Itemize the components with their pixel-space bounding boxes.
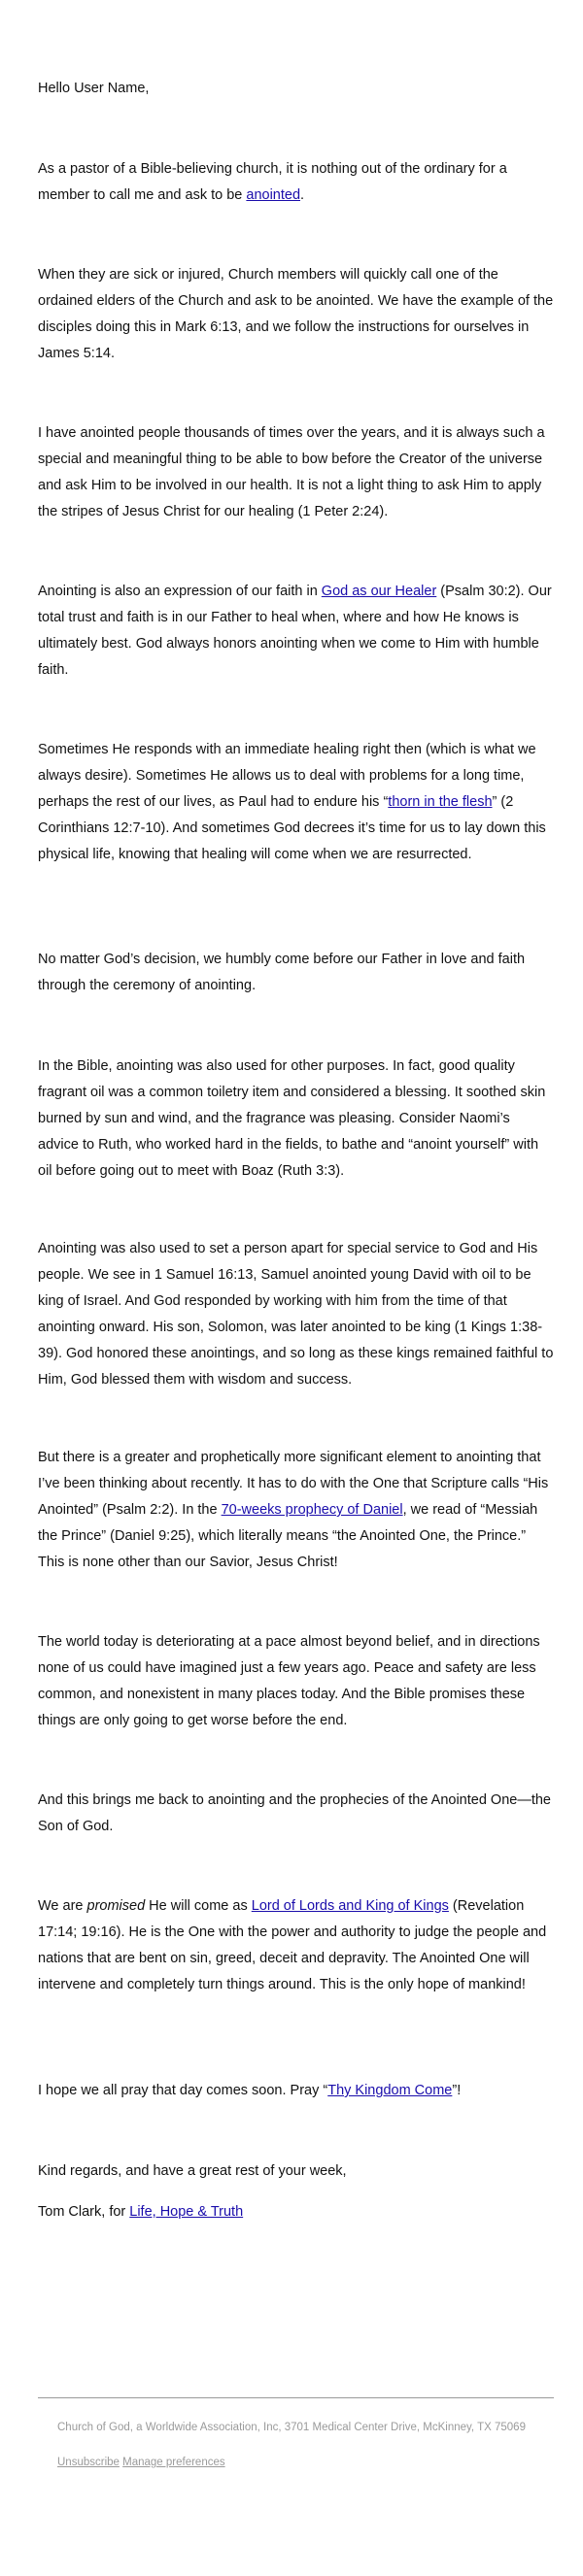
paragraph-4: [38, 579, 554, 684]
link-thy-kingdom-come[interactable]: Thy Kingdom Come: [327, 2083, 453, 2098]
text: (Revelation 17:14; 19:16). He is the One with the power and authority to judge the people and nations that are bent on sin, greed, deceit and depravity. The Anointed One will intervene and completely turn things around. This is the only hope of mankind!: [38, 1898, 547, 1992]
footer: [57, 2418, 533, 2472]
link-life-hope-truth[interactable]: Life, Hope & Truth: [129, 2204, 244, 2220]
text: But there is a greater and prophetically more significant element to anointing that I’ve been thinking about recently. It has to do with the One that Scripture calls “His Anointed” (Psalm 2:2). In the: [38, 1450, 549, 1518]
paragraph-11: And this brings me back to anointing and the prophecies of the Anointed One—the Son of God.: [38, 1792, 551, 1834]
greeting: Hello User Name,: [38, 81, 150, 96]
paragraph-10: The world today is deteriorating at a pace almost beyond belief, and in directions none of us could have imagined just a few years ago. Peace and safety are less common, and nonexistent in many places today. And the Bible promises these things are only going to get worse before the end.: [38, 1634, 540, 1728]
link-god-as-our-healer[interactable]: God as our Healer: [321, 584, 437, 599]
paragraph-1: [38, 156, 554, 209]
link-anointed[interactable]: anointed: [246, 187, 301, 203]
text: .: [300, 187, 305, 203]
text: Sometimes He responds with an immediate healing right then (which is what we always desire). Sometimes He allows us to deal with problems for a long time, perhaps the rest of our lives, as Paul had to endure his “: [38, 742, 536, 810]
paragraph-8: Anointing was also used to set a person apart for special service to God and His people. We see in 1 Samuel 16:13, Samuel anointed young David with oil to be king of Israel. And God responded by working with him from the time of that anointing onward. His son, Solomon, was later anointed to be king (1 Kings 1:38-39). God honored these anointings, and so long as these kings remained faithful to Him, God blessed them with wisdom and success.: [38, 1241, 554, 1388]
unsubscribe-link[interactable]: Unsubscribe: [57, 2457, 120, 2468]
paragraph-6: No matter God’s decision, we humbly come before our Father in love and faith through the ceremony of anointing.: [38, 952, 526, 993]
text: Anointing is also an expression of our faith in: [38, 584, 322, 599]
emphasis-text: promised: [86, 1898, 146, 1914]
link-lord-of-lords[interactable]: Lord of Lords and King of Kings: [251, 1898, 449, 1914]
paragraph-7: In the Bible, anointing was also used for other purposes. In fact, good quality fragrant oil was a common toiletry item and considered a blessing. It soothed skin burned by sun and wind, and the fragrance was pleasing. Consider Naomi’s advice to Ruth, who worked hard in the fields, to bathe and “anoint yourself” with oil before going out to meet with Boaz (Ruth 3:3).: [38, 1058, 546, 1179]
paragraph-5: [38, 737, 554, 868]
closing: Kind regards, and have a great rest of your week,: [38, 2163, 347, 2179]
paragraph-3: I have anointed people thousands of times over the years, and it is always such a special and meaningful thing to be able to bow before the Creator of the universe and ask Him to be involved in our health. It is not a light thing to ask Him to apply the stripes of Jesus Christ for our healing (1 Peter 2:24).: [38, 425, 545, 519]
text: I hope we all pray that day comes soon. Pray “: [38, 2083, 328, 2098]
paragraph-13: [38, 2078, 554, 2104]
paragraph-2: When they are sick or injured, Church members will quickly call one of the ordained elders of the Church and ask to be anointed. We have the example of the disciples doing this in Mark 6:13, and we follow the instructions for ourselves in James 5:14.: [38, 267, 554, 361]
text: He will come as: [145, 1898, 252, 1914]
footer-divider: [38, 2397, 554, 2398]
manage-preferences-link[interactable]: Manage preferences: [122, 2457, 225, 2468]
paragraph-12: [38, 1893, 554, 1998]
text: We are: [38, 1898, 87, 1914]
link-thorn-in-the-flesh[interactable]: thorn in the flesh: [388, 794, 493, 810]
text: , we read of “Messiah the Prince” (Daniel 9:25), which literally means “the Anointed One, the Prince.” This is none other than our Savior, Jesus Christ!: [38, 1502, 538, 1570]
text: As a pastor of a Bible-believing church, it is nothing out of the ordinary for a member to call me and ask to be: [38, 161, 507, 203]
text: Tom Clark, for: [38, 2204, 130, 2220]
footer-address: Church of God, a Worldwide Association, Inc, 3701 Medical Center Drive, McKinney, TX 75069: [57, 2422, 526, 2433]
text: (Psalm 30:2). Our total trust and faith is in our Father to heal when, where and how He knows is ultimately best. God always honors anointing when we come to Him with humble faith.: [38, 584, 552, 678]
link-70-weeks-prophecy[interactable]: 70-weeks prophecy of Daniel: [221, 1502, 403, 1518]
paragraph-9: [38, 1445, 554, 1576]
text: ”!: [452, 2083, 462, 2098]
text: ” (2 Corinthians 12:7-10). And sometimes God decrees it’s time for us to lay down this physical life, knowing that healing will come when we are resurrected.: [38, 794, 546, 862]
signature: [38, 2199, 554, 2225]
footer-links: [57, 2453, 533, 2472]
